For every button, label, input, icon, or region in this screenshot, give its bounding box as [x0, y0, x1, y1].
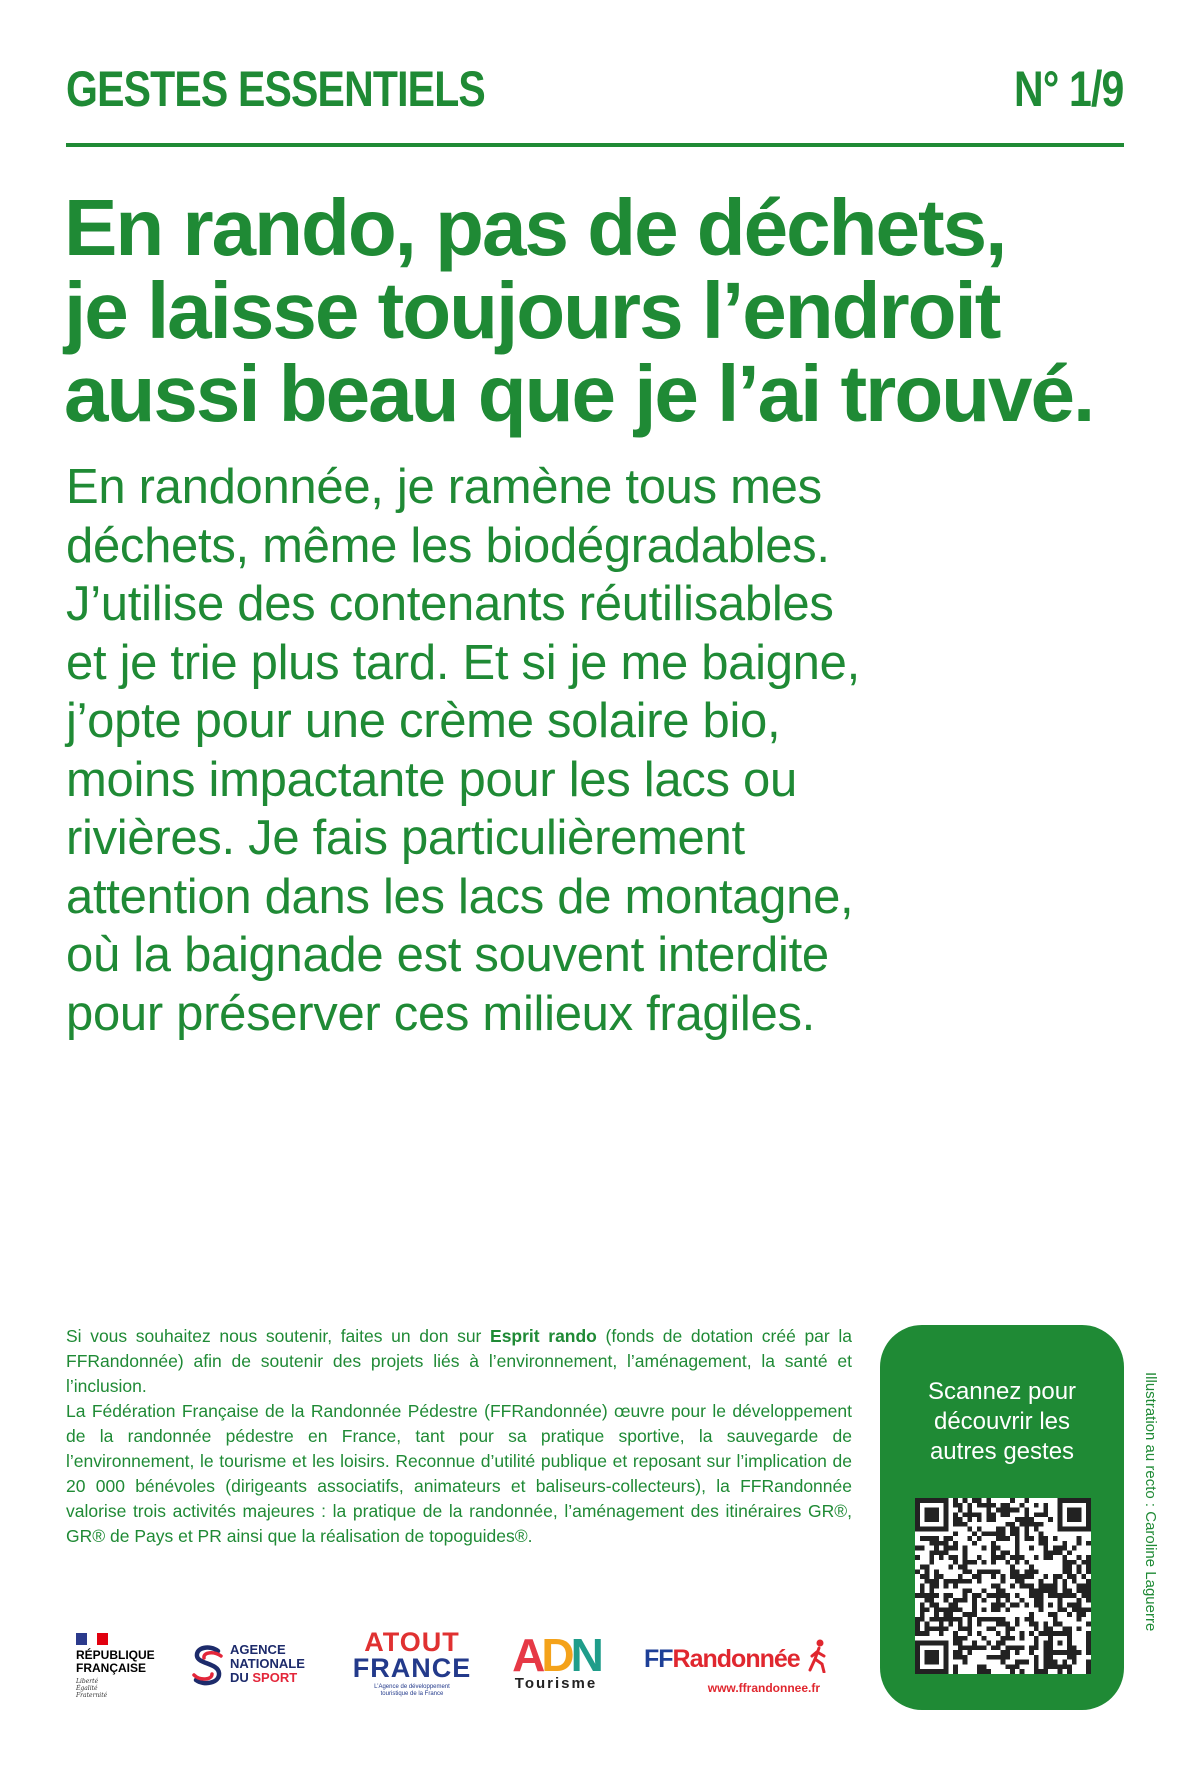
- atout-france-logo: [352, 1629, 472, 1698]
- series-number: N° 1/9: [1014, 61, 1124, 117]
- ans-line: AGENCE: [230, 1642, 286, 1657]
- body-text: [66, 458, 1126, 1043]
- ans-text: [230, 1643, 305, 1685]
- support-text: [66, 1324, 852, 1549]
- body-line: pour préserver ces milieux fragiles.: [66, 986, 815, 1041]
- atout-sub-line: L’Agence de développement: [374, 1684, 450, 1690]
- hiker-icon: [806, 1639, 830, 1673]
- french-flag-icon: [76, 1633, 108, 1645]
- support-paragraph: [66, 1324, 852, 1399]
- body-line: rivières. Je fais particulièrement: [66, 811, 745, 865]
- atout-line: ATOUT: [364, 1627, 460, 1657]
- support-text-part: Si vous souhaitez nous soutenir, faites un don sur: [66, 1326, 491, 1346]
- qr-caption-line: Scannez pour: [927, 1378, 1077, 1405]
- rf-motto-line: Égalité: [76, 1685, 98, 1692]
- body-line: moins impactante pour les lacs ou: [66, 752, 797, 807]
- esprit-rando-link: Esprit rando: [490, 1326, 597, 1346]
- headline: [64, 183, 1144, 438]
- ans-line: [230, 1671, 305, 1685]
- rf-motto-line: Fraternité: [76, 1692, 108, 1699]
- body-line: déchets, même les biodégradables.: [66, 518, 830, 573]
- ans-line-part: DU: [230, 1670, 253, 1685]
- adn-letter: D: [541, 1629, 571, 1681]
- qr-code[interactable]: [915, 1498, 1091, 1674]
- atout-subtitle: [352, 1684, 472, 1698]
- ans-s-icon: [190, 1643, 226, 1689]
- headline-line: En rando, pas de déchets,: [64, 183, 1006, 272]
- qr-caption-line: découvrir les: [933, 1408, 1071, 1435]
- body-line: attention dans les lacs de montagne,: [66, 869, 854, 924]
- body-line: et je trie plus tard. Et si je me baigne,: [66, 635, 860, 690]
- ffr-url-link[interactable]: www.ffrandonnee.fr: [707, 1681, 820, 1695]
- adn-letter: N: [570, 1629, 600, 1681]
- rf-name: [76, 1649, 166, 1675]
- qr-panel: [880, 1325, 1124, 1710]
- republique-francaise-logo: [76, 1633, 166, 1699]
- rf-name-line: RÉPUBLIQUE: [76, 1648, 155, 1662]
- body-line: En randonnée, je ramène tous mes: [66, 460, 822, 514]
- body-line: J’utilise des contenants réutilisables: [66, 577, 834, 631]
- atout-line: FRANCE: [352, 1653, 472, 1683]
- series-title: GESTES ESSENTIELS: [66, 61, 485, 117]
- atout-sub-line: touristique de la France: [380, 1691, 444, 1697]
- support-text-part: (fonds de dotation créé par la FFRandonnée) afin de soutenir des projets liés à l’environnement, l’aménagement, la santé et l’inclusion.: [66, 1326, 852, 1396]
- header-divider: [66, 143, 1124, 147]
- ffr-wordmark-part: FF: [644, 1645, 673, 1673]
- qr-code-graphic: [915, 1498, 1091, 1674]
- header: [66, 60, 1124, 120]
- adn-tourisme-logo: [506, 1629, 606, 1693]
- ffr-wordmark-part: Randonnée: [672, 1645, 800, 1673]
- rf-name-line: FRANÇAISE: [76, 1661, 147, 1675]
- rf-motto: [76, 1678, 166, 1699]
- body-line: j’opte pour une crème solaire bio,: [66, 694, 781, 748]
- adn-letters: [506, 1629, 606, 1681]
- ans-line-part: SPORT: [252, 1670, 298, 1685]
- ans-line: NATIONALE: [230, 1656, 305, 1671]
- qr-caption-line: autres gestes: [929, 1438, 1075, 1465]
- adn-letter: A: [512, 1629, 542, 1681]
- rf-motto-line: Liberté: [76, 1678, 99, 1685]
- body-line: où la baignade est souvent interdite: [66, 928, 829, 982]
- illustration-credit: Illustration au recto : Caroline Laguerre: [1142, 1372, 1159, 1632]
- headline-line: aussi beau que je l’ai trouvé.: [64, 349, 1094, 438]
- ffr-wordmark: [644, 1639, 844, 1673]
- adn-tagline: Tourisme: [514, 1675, 598, 1692]
- ffrandonnee-logo: [644, 1639, 844, 1695]
- partner-logos: [66, 1625, 856, 1705]
- agence-nationale-du-sport-logo: [190, 1643, 330, 1689]
- ffr-description: La Fédération Française de la Randonnée Pédestre (FFRandonnée) œuvre pour le développement de la randonnée pédestre en France, tant pour sa pratique sportive, la sauvegarde de l’environnement, le tourisme et les loisirs. Reconnue d’utilité publique et reposant sur l’implication de 20 000 bénévoles (dirigeants associatifs, animateurs et baliseurs-collecteurs), la FFRandonnée valorise trois activités majeures : la pratique de la randonnée, l’aménagement des itinéraires GR®, GR® de Pays et PR ainsi que la réalisation de topoguides®.: [66, 1401, 852, 1546]
- qr-caption: [880, 1377, 1124, 1467]
- headline-line: je laisse toujours l’endroit: [64, 266, 1000, 355]
